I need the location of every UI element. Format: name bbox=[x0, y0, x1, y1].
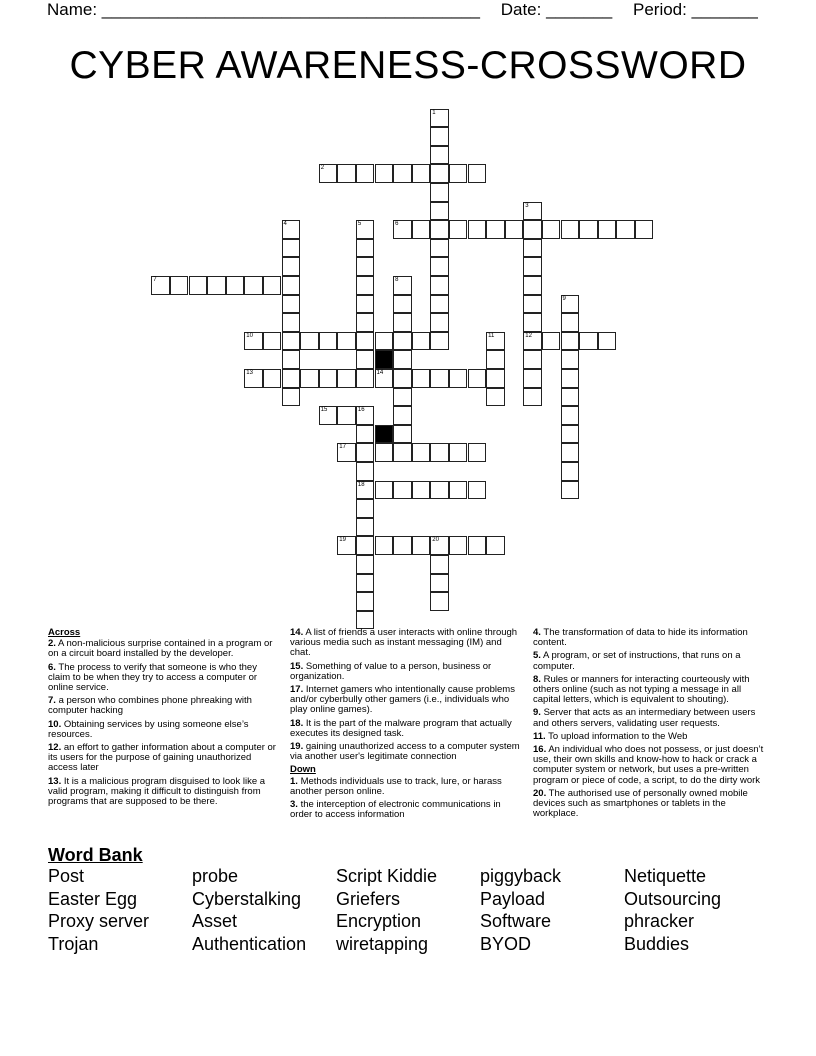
word-bank-word: Outsourcing bbox=[624, 888, 722, 909]
clue-item: 16. An individual who does not possess, or just doesn’t use, their own skills and know-how to hack or crack a computer system or network, but uses a pre-written program or piece of code, a script, to do the dirty work bbox=[533, 744, 764, 786]
grid-cell[interactable] bbox=[337, 164, 356, 183]
grid-cell[interactable] bbox=[393, 276, 412, 295]
grid-cell[interactable] bbox=[375, 164, 394, 183]
grid-cell[interactable] bbox=[486, 350, 505, 369]
grid-cell[interactable] bbox=[412, 536, 431, 555]
grid-cell[interactable] bbox=[486, 536, 505, 555]
grid-cell[interactable] bbox=[300, 332, 319, 351]
grid-cell[interactable] bbox=[263, 276, 282, 295]
clue-item: 11. To upload information to the Web bbox=[533, 730, 688, 742]
grid-cell[interactable] bbox=[337, 332, 356, 351]
grid-cell[interactable] bbox=[486, 220, 505, 239]
grid-cell[interactable] bbox=[393, 443, 412, 462]
grid-cell[interactable] bbox=[356, 592, 375, 611]
blocked-cell bbox=[375, 350, 394, 369]
grid-cell[interactable] bbox=[468, 481, 487, 500]
grid-cell[interactable] bbox=[449, 220, 468, 239]
clue-item: 5. A program, or set of instructions, that runs on a computer. bbox=[533, 650, 741, 672]
grid-cell[interactable] bbox=[449, 536, 468, 555]
grid-cell[interactable] bbox=[542, 332, 561, 351]
grid-cell[interactable] bbox=[412, 164, 431, 183]
grid-cell[interactable] bbox=[523, 332, 542, 351]
clue-item: 10. Obtaining services by using someone else’s resources. bbox=[48, 718, 249, 740]
grid-cell[interactable] bbox=[282, 239, 301, 258]
grid-cell[interactable] bbox=[337, 443, 356, 462]
across-heading: Across bbox=[48, 627, 81, 638]
grid-cell[interactable] bbox=[393, 220, 412, 239]
grid-cell[interactable] bbox=[375, 369, 394, 388]
grid-cell[interactable] bbox=[393, 313, 412, 332]
grid-cell[interactable] bbox=[375, 536, 394, 555]
grid-cell[interactable] bbox=[356, 350, 375, 369]
grid-cell[interactable] bbox=[282, 220, 301, 239]
clue-number: 13 bbox=[246, 370, 253, 376]
grid-cell[interactable] bbox=[579, 332, 598, 351]
grid-cell[interactable] bbox=[523, 202, 542, 221]
clue-item: 20. The authorised use of personally owned mobile devices such as smartphones or tablets in the workplace. bbox=[533, 787, 748, 820]
grid-cell[interactable] bbox=[244, 369, 263, 388]
clue-item: 2. A non-malicious surprise contained in a program or on a circuit board installed by the developer. bbox=[48, 638, 273, 660]
grid-cell[interactable] bbox=[430, 257, 449, 276]
grid-cell[interactable] bbox=[263, 369, 282, 388]
grid-cell[interactable] bbox=[430, 481, 449, 500]
grid-cell[interactable] bbox=[337, 369, 356, 388]
grid-cell[interactable] bbox=[523, 369, 542, 388]
grid-cell[interactable] bbox=[356, 276, 375, 295]
word-bank-word: Post bbox=[48, 866, 85, 886]
grid-cell[interactable] bbox=[523, 350, 542, 369]
grid-cell[interactable] bbox=[375, 481, 394, 500]
grid-cell[interactable] bbox=[561, 388, 580, 407]
grid-cell[interactable] bbox=[282, 388, 301, 407]
clue-number: 1 bbox=[432, 109, 436, 116]
grid-cell[interactable] bbox=[598, 332, 617, 351]
word-bank-word: Encryption bbox=[336, 911, 422, 932]
word-bank-word: Netiquette bbox=[624, 866, 707, 886]
grid-cell[interactable] bbox=[430, 574, 449, 593]
grid-cell[interactable] bbox=[468, 220, 487, 239]
clue-number: 14 bbox=[376, 370, 384, 376]
clue-item: 1. Methods individuals use to track, lure, or harass another person online. bbox=[290, 775, 502, 797]
grid-cell[interactable] bbox=[393, 369, 412, 388]
grid-cell[interactable] bbox=[356, 555, 375, 574]
clue-item: 12. an effort to gather information about a computer or its users for the purpose of gaining unauthorized access later bbox=[48, 742, 276, 774]
clue-item: 9. Server that acts as an intermediary between users and others servers, validating user requests. bbox=[533, 707, 756, 729]
grid-cell[interactable] bbox=[393, 332, 412, 351]
grid-cell[interactable] bbox=[319, 164, 338, 183]
grid-cell[interactable] bbox=[430, 146, 449, 165]
grid-cell[interactable] bbox=[393, 350, 412, 369]
clue-item: 15. Something of value to a person, business or organization. bbox=[290, 660, 492, 682]
grid-cell[interactable] bbox=[505, 220, 524, 239]
grid-cell[interactable] bbox=[561, 481, 580, 500]
word-bank-word: Griefers bbox=[336, 888, 401, 909]
grid-cell[interactable] bbox=[393, 481, 412, 500]
grid-cell[interactable] bbox=[356, 332, 375, 351]
grid-cell[interactable] bbox=[468, 164, 487, 183]
word-bank-word: Software bbox=[480, 911, 552, 932]
grid-cell[interactable] bbox=[319, 406, 338, 425]
grid-cell[interactable] bbox=[282, 350, 301, 369]
grid-cell[interactable] bbox=[561, 443, 580, 462]
name-field[interactable]: Name: ________________________________________ bbox=[47, 0, 480, 19]
grid-cell[interactable] bbox=[170, 276, 189, 295]
grid-cell[interactable] bbox=[282, 332, 301, 351]
clue-number: 6 bbox=[395, 221, 399, 228]
clue-number: 4 bbox=[283, 221, 287, 228]
clue-number: 11 bbox=[488, 332, 495, 339]
clue-item: 3. the interception of electronic communications in order to access information bbox=[290, 799, 501, 821]
grid-cell[interactable] bbox=[486, 332, 505, 351]
grid-cell[interactable] bbox=[319, 369, 338, 388]
clue-number: 9 bbox=[562, 295, 566, 302]
grid-cell[interactable] bbox=[263, 332, 282, 351]
word-bank-word: Easter Egg bbox=[48, 888, 138, 909]
period-field[interactable]: Period: _______ bbox=[633, 0, 758, 19]
grid-cell[interactable] bbox=[523, 220, 542, 239]
grid-cell[interactable] bbox=[393, 295, 412, 314]
grid-cell[interactable] bbox=[523, 388, 542, 407]
grid-cell[interactable] bbox=[561, 313, 580, 332]
grid-cell[interactable] bbox=[542, 220, 561, 239]
grid-cell[interactable] bbox=[486, 388, 505, 407]
clue-number: 3 bbox=[525, 202, 529, 209]
date-field[interactable]: Date: _______ bbox=[500, 0, 613, 19]
word-bank-word: Script Kiddie bbox=[336, 866, 438, 886]
grid-cell[interactable] bbox=[375, 443, 394, 462]
grid-cell[interactable] bbox=[412, 220, 431, 239]
grid-cell[interactable] bbox=[430, 127, 449, 146]
clue-item: 7. a person who combines phone phreaking with computer hacking bbox=[48, 695, 252, 717]
grid-cell[interactable] bbox=[282, 276, 301, 295]
word-bank-word: Trojan bbox=[48, 933, 99, 954]
grid-cell[interactable] bbox=[430, 555, 449, 574]
grid-cell[interactable] bbox=[319, 332, 338, 351]
clue-item: 8. Rules or manners for interacting courteously with others online (such as not typing a message in all capital letters, which is equivalent to shouting). bbox=[533, 673, 750, 706]
grid-cell[interactable] bbox=[337, 406, 356, 425]
grid-cell[interactable] bbox=[412, 443, 431, 462]
word-bank-word: Cyberstalking bbox=[192, 888, 302, 909]
grid-cell[interactable] bbox=[356, 295, 375, 314]
grid-cell[interactable] bbox=[579, 220, 598, 239]
grid-cell[interactable] bbox=[430, 369, 449, 388]
grid-cell[interactable] bbox=[561, 332, 580, 351]
grid-cell[interactable] bbox=[430, 443, 449, 462]
grid-cell[interactable] bbox=[356, 443, 375, 462]
grid-cell[interactable] bbox=[430, 202, 449, 221]
grid-cell[interactable] bbox=[356, 164, 375, 183]
word-bank-word: Buddies bbox=[624, 933, 690, 954]
word-bank-word: phracker bbox=[624, 911, 695, 932]
grid-cell[interactable] bbox=[393, 425, 412, 444]
grid-cell[interactable] bbox=[151, 276, 170, 295]
clue-number: 7 bbox=[153, 277, 157, 283]
grid-cell[interactable] bbox=[449, 369, 468, 388]
grid-cell[interactable] bbox=[468, 536, 487, 555]
grid-cell[interactable] bbox=[207, 276, 226, 295]
grid-cell[interactable] bbox=[523, 276, 542, 295]
grid-cell[interactable] bbox=[561, 406, 580, 425]
grid-cell[interactable] bbox=[412, 369, 431, 388]
clue-number: 15 bbox=[320, 407, 328, 414]
grid-cell[interactable] bbox=[356, 574, 375, 593]
grid-cell[interactable] bbox=[282, 295, 301, 314]
grid-cell[interactable] bbox=[635, 220, 654, 239]
grid-cell[interactable] bbox=[449, 481, 468, 500]
clues-column-3 bbox=[533, 628, 768, 822]
clue-item: 14. A list of friends a user interacts with online through various media such as instant messaging (IM) and chat. bbox=[290, 627, 518, 659]
word-bank-word: BYOD bbox=[480, 933, 532, 954]
grid-cell[interactable] bbox=[523, 239, 542, 258]
grid-cell[interactable] bbox=[523, 295, 542, 314]
grid-cell[interactable] bbox=[393, 536, 412, 555]
grid-cell[interactable] bbox=[393, 388, 412, 407]
grid-cell[interactable] bbox=[282, 313, 301, 332]
grid-cell[interactable] bbox=[226, 276, 245, 295]
clue-item: 6. The process to verify that someone is who they claim to be when they try to access a computer or online service. bbox=[48, 661, 258, 694]
grid-cell[interactable] bbox=[468, 443, 487, 462]
grid-cell[interactable] bbox=[282, 369, 301, 388]
grid-cell[interactable] bbox=[430, 109, 449, 128]
grid-cell[interactable] bbox=[356, 518, 375, 537]
grid-cell[interactable] bbox=[486, 369, 505, 388]
clue-number: 20 bbox=[432, 537, 439, 544]
grid-cell[interactable] bbox=[244, 276, 263, 295]
grid-cell[interactable] bbox=[430, 183, 449, 202]
grid-cell[interactable] bbox=[244, 332, 263, 351]
grid-cell[interactable] bbox=[282, 257, 301, 276]
page-title: CYBER AWARENESS-CROSSWORD bbox=[69, 44, 747, 87]
grid-cell[interactable] bbox=[449, 164, 468, 183]
grid-cell[interactable] bbox=[523, 257, 542, 276]
grid-cell[interactable] bbox=[300, 369, 319, 388]
word-bank-word: Proxy server bbox=[48, 911, 150, 932]
clue-number: 18 bbox=[357, 481, 365, 488]
word-bank-word: piggyback bbox=[480, 866, 562, 886]
clue-item: 17. Internet gamers who intentionally cause problems and/or cyberbully other gamers (i.e., individuals who play online games). bbox=[290, 684, 515, 716]
grid-cell[interactable] bbox=[468, 369, 487, 388]
grid-cell[interactable] bbox=[356, 239, 375, 258]
grid-cell[interactable] bbox=[616, 220, 635, 239]
word-bank-word: Payload bbox=[480, 888, 546, 909]
grid-cell[interactable] bbox=[375, 332, 394, 351]
grid-cell[interactable] bbox=[356, 462, 375, 481]
grid-cell[interactable] bbox=[430, 220, 449, 239]
word-bank-word: wiretapping bbox=[336, 933, 429, 954]
clues-column-1 bbox=[48, 628, 278, 810]
clue-item: 19. gaining unauthorized access to a computer system via another user's legitimate connection bbox=[290, 741, 520, 763]
grid-cell[interactable] bbox=[430, 276, 449, 295]
grid-cell[interactable] bbox=[561, 350, 580, 369]
grid-cell[interactable] bbox=[393, 164, 412, 183]
grid-cell[interactable] bbox=[356, 406, 375, 425]
grid-cell[interactable] bbox=[430, 164, 449, 183]
grid-cell[interactable] bbox=[430, 332, 449, 351]
word-bank-word: Authentication bbox=[192, 933, 307, 954]
word-bank-word: probe bbox=[192, 866, 239, 886]
grid-cell[interactable] bbox=[561, 425, 580, 444]
word-bank-title: Word Bank bbox=[48, 845, 143, 865]
blocked-cell bbox=[375, 425, 394, 444]
grid-cell[interactable] bbox=[356, 425, 375, 444]
grid-cell[interactable] bbox=[430, 536, 449, 555]
clue-number: 5 bbox=[357, 221, 362, 228]
grid-cell[interactable] bbox=[356, 369, 375, 388]
clue-number: 12 bbox=[525, 332, 532, 339]
clue-number: 2 bbox=[320, 165, 325, 172]
down-heading: Down bbox=[290, 764, 316, 776]
clue-number: 19 bbox=[339, 537, 346, 544]
clue-item: 18. It is the part of the malware program that actually executes its designed task. bbox=[290, 717, 512, 739]
clues-column-2 bbox=[290, 628, 520, 823]
grid-cell[interactable] bbox=[561, 295, 580, 314]
grid-cell[interactable] bbox=[430, 592, 449, 611]
grid-cell[interactable] bbox=[430, 239, 449, 258]
grid-cell[interactable] bbox=[337, 536, 356, 555]
clue-number: 16 bbox=[357, 407, 365, 414]
grid-cell[interactable] bbox=[356, 313, 375, 332]
grid-cell[interactable] bbox=[523, 313, 542, 332]
grid-cell[interactable] bbox=[189, 276, 208, 295]
grid-cell[interactable] bbox=[561, 369, 580, 388]
grid-cell[interactable] bbox=[393, 406, 412, 425]
grid-cell[interactable] bbox=[356, 499, 375, 518]
grid-cell[interactable] bbox=[561, 462, 580, 481]
grid-cell[interactable] bbox=[356, 257, 375, 276]
clue-number: 10 bbox=[246, 332, 253, 339]
grid-cell[interactable] bbox=[412, 481, 431, 500]
grid-cell[interactable] bbox=[561, 220, 580, 239]
grid-cell[interactable] bbox=[356, 220, 375, 239]
grid-cell[interactable] bbox=[430, 295, 449, 314]
word-bank-word: Asset bbox=[192, 911, 238, 932]
grid-cell[interactable] bbox=[449, 443, 468, 462]
clue-number: 8 bbox=[395, 277, 399, 283]
grid-cell[interactable] bbox=[598, 220, 617, 239]
clue-item: 13. It is a malicious program disguised to look like a valid program, making it difficult to distinguish from programs that are supposed to be there. bbox=[48, 775, 266, 808]
grid-cell[interactable] bbox=[412, 332, 431, 351]
clue-number: 17 bbox=[339, 444, 346, 451]
clue-item: 4. The transformation of data to hide its information content. bbox=[533, 627, 748, 649]
grid-cell[interactable] bbox=[356, 481, 375, 500]
grid-cell[interactable] bbox=[356, 536, 375, 555]
grid-cell[interactable] bbox=[430, 313, 449, 332]
